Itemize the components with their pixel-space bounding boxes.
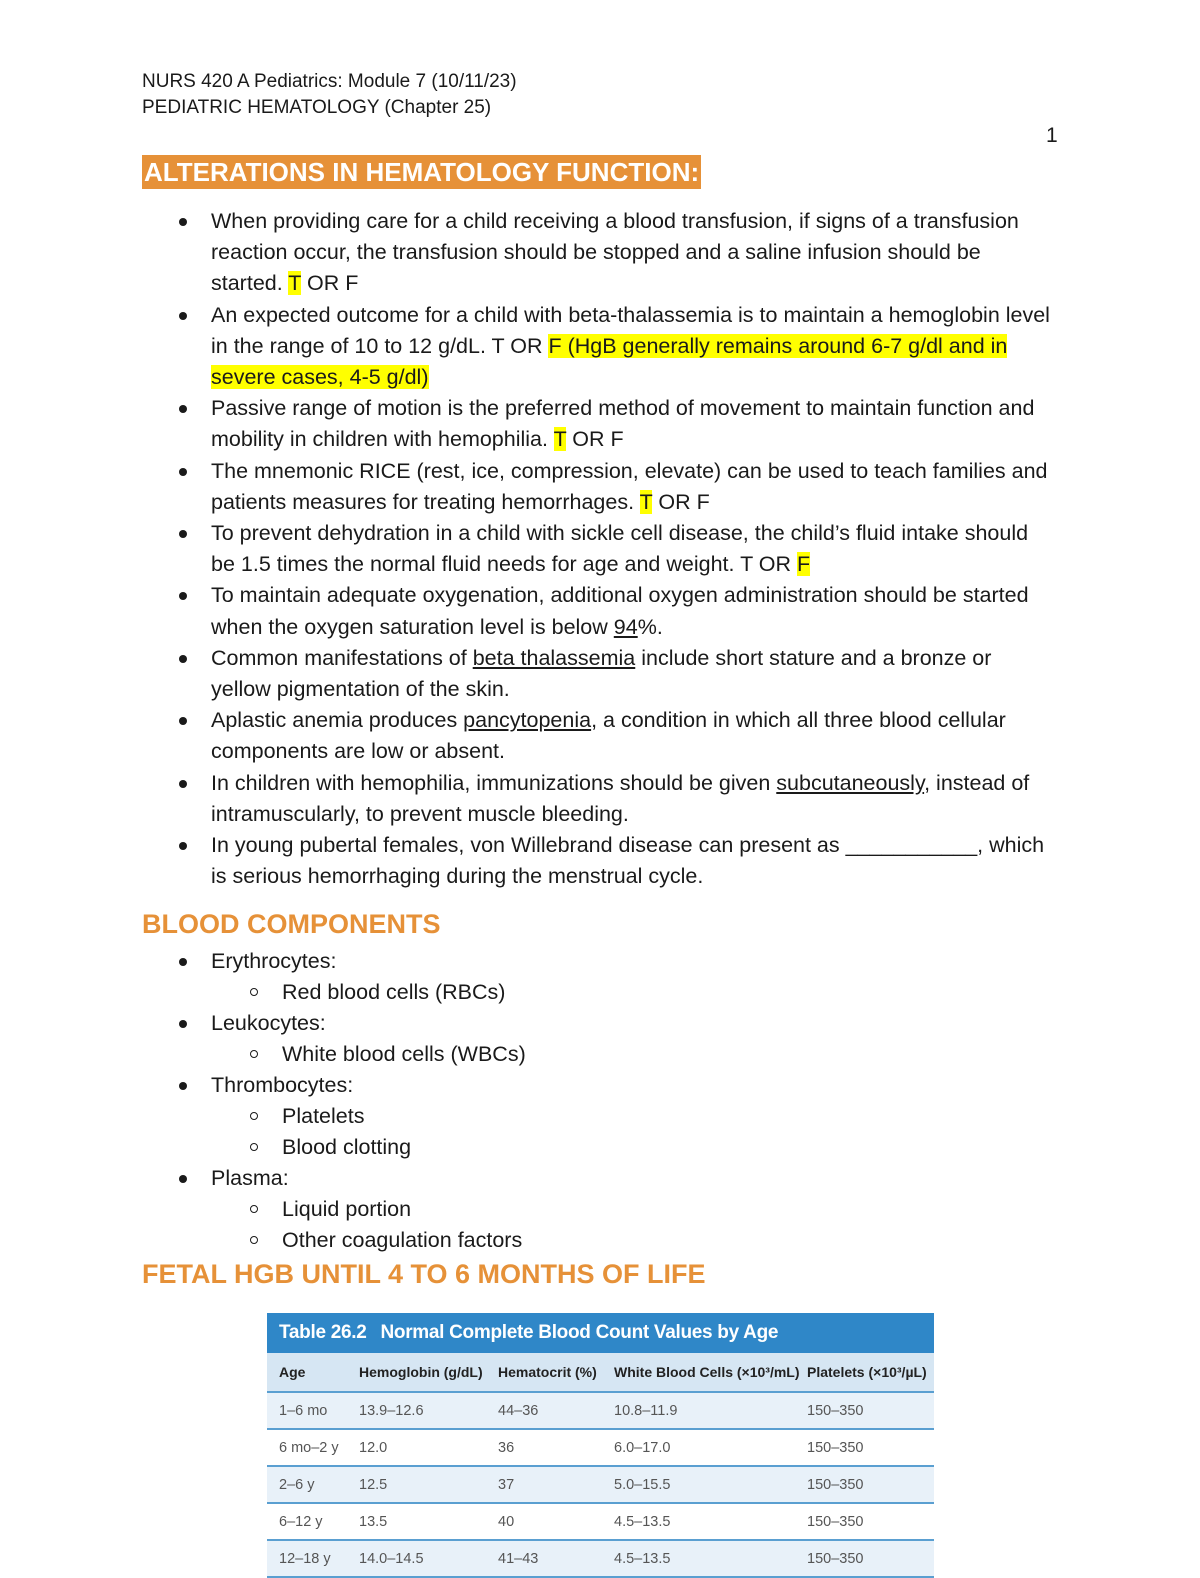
table-header-cell: Age: [279, 1364, 306, 1380]
table-cell: 150–350: [807, 1513, 864, 1530]
list-item: [142, 768, 1052, 830]
list-item: [142, 705, 1052, 767]
table-row: [267, 1430, 934, 1467]
item-text: Aplastic anemia produces: [211, 708, 464, 733]
item-text-end: , a condition in which all three blood cellular components are low or absent.: [211, 708, 1006, 764]
blood-components-list: [142, 946, 1042, 1256]
item-text-end: %.: [637, 614, 663, 639]
list-item: [142, 946, 1042, 977]
table-cell: 14.0–14.5: [359, 1550, 424, 1567]
table-cell: 150–350: [807, 1550, 864, 1567]
highlighted-answer: T: [639, 489, 653, 514]
list-item: [142, 580, 1052, 642]
item-text: When providing care for a child receiving a blood transfusion, if signs of a transfusion reaction occur, the transfusion should be stopped and a saline infusion should be started.: [211, 209, 1019, 296]
item-text: An expected outcome for a child with beta-thalassemia is to maintain a hemoglobin level in the range of 10 to 12 g/dL. T OR: [211, 302, 1050, 358]
table-cell: 6 mo–2 y: [279, 1439, 339, 1456]
bullet-icon: [179, 1082, 187, 1090]
component-label: Plasma:: [211, 1166, 289, 1190]
table-cell: 150–350: [807, 1439, 864, 1456]
hollow-bullet-icon: [250, 1205, 258, 1213]
highlighted-answer: F: [797, 552, 811, 577]
sub-list-item: [142, 977, 1042, 1008]
item-text-end: OR F: [652, 489, 710, 514]
sub-item-text: Liquid portion: [282, 1197, 412, 1221]
highlighted-answer: F (HgB generally remains around 6-7 g/dl and in severe cases, 4-5 g/dl): [211, 333, 1008, 390]
bullet-icon: [179, 405, 187, 413]
table-cell: 1–6 mo: [279, 1402, 328, 1419]
underlined-answer: 94: [613, 614, 638, 639]
hollow-bullet-icon: [250, 1143, 258, 1151]
hollow-bullet-icon: [250, 1050, 258, 1058]
bullet-icon: [179, 655, 187, 663]
header-chapter: PEDIATRIC HEMATOLOGY (Chapter 25): [142, 97, 492, 118]
list-item: [142, 1008, 1042, 1039]
list-item: [142, 1163, 1042, 1194]
table-number: Table 26.2: [279, 1322, 367, 1343]
list-item: [142, 300, 1052, 394]
table-cell: 13.5: [359, 1513, 388, 1530]
table-cell: 150–350: [807, 1476, 864, 1493]
sub-item-text: White blood cells (WBCs): [282, 1042, 526, 1066]
alterations-list: [142, 206, 1052, 892]
table-cell: 36: [498, 1439, 515, 1456]
section-title-blood-components: BLOOD COMPONENTS: [142, 909, 441, 939]
sub-list-item: [142, 1101, 1042, 1132]
bullet-icon: [179, 312, 187, 320]
table-cell: 12–18 y: [279, 1550, 331, 1567]
table-cell: 12.0: [359, 1439, 388, 1456]
item-text-end: , instead of intramuscularly, to prevent muscle bleeding.: [211, 770, 1030, 826]
section-title-fetal-hgb: FETAL HGB UNTIL 4 TO 6 MONTHS OF LIFE: [142, 1259, 706, 1289]
list-item: [142, 830, 1052, 892]
cbc-table: [267, 1313, 934, 1567]
table-cell: 6–12 y: [279, 1513, 323, 1530]
list-item: [142, 518, 1052, 580]
sub-list-item: [142, 1039, 1042, 1070]
item-text-end: OR F: [301, 271, 359, 296]
table-header-cell: Hemoglobin (g/dL): [359, 1364, 483, 1380]
list-item: [142, 393, 1052, 455]
table-caption: [267, 1313, 934, 1353]
bullet-icon: [179, 592, 187, 600]
component-label: Erythrocytes:: [211, 949, 337, 973]
item-text: To maintain adequate oxygenation, additional oxygen administration should be started when the oxygen saturation level is below: [211, 583, 1029, 639]
table-row: [267, 1393, 934, 1430]
sub-list-item: [142, 1194, 1042, 1225]
underlined-answer: beta thalassemia: [472, 645, 636, 670]
list-item: [142, 206, 1052, 300]
hollow-bullet-icon: [250, 988, 258, 996]
table-row: [267, 1504, 934, 1541]
bullet-icon: [179, 218, 187, 226]
table-cell: 40: [498, 1513, 515, 1530]
table-cell: 150–350: [807, 1402, 864, 1419]
table-cell: 41–43: [498, 1550, 539, 1567]
sub-item-text: Other coagulation factors: [282, 1228, 523, 1252]
item-text-end: OR F: [566, 427, 624, 452]
bullet-icon: [179, 958, 187, 966]
list-item: [142, 1070, 1042, 1101]
table-cell: 5.0–15.5: [614, 1476, 671, 1493]
bullet-icon: [179, 1020, 187, 1028]
table-cell: 13.9–12.6: [359, 1402, 424, 1419]
component-label: Thrombocytes:: [211, 1073, 354, 1097]
list-item: [142, 456, 1052, 518]
table-header-cell: Platelets (×10³/µL): [807, 1364, 927, 1380]
hollow-bullet-icon: [250, 1112, 258, 1120]
table-cell: 44–36: [498, 1402, 539, 1419]
hollow-bullet-icon: [250, 1236, 258, 1244]
table-cell: 37: [498, 1476, 515, 1493]
sub-list-item: [142, 1225, 1042, 1256]
bullet-icon: [179, 842, 187, 850]
sub-item-text: Red blood cells (RBCs): [282, 980, 506, 1004]
table-cell: 2–6 y: [279, 1476, 315, 1493]
highlighted-answer: T: [288, 271, 302, 296]
underlined-answer: pancytopenia: [463, 708, 592, 733]
table-cell: 10.8–11.9: [614, 1402, 678, 1419]
bullet-icon: [179, 717, 187, 725]
sub-item-text: Blood clotting: [282, 1135, 412, 1159]
item-text: In children with hemophilia, immunizations should be given: [211, 770, 777, 795]
table-row: [267, 1467, 934, 1504]
table-title: Normal Complete Blood Count Values by Age: [380, 1322, 779, 1343]
bullet-icon: [179, 780, 187, 788]
underlined-answer: subcutaneously: [776, 770, 925, 795]
table-cell: 4.5–13.5: [614, 1513, 671, 1530]
highlighted-answer: T: [553, 427, 567, 452]
table-cell: 12.5: [359, 1476, 388, 1493]
table-cell: 4.5–13.5: [614, 1550, 671, 1567]
item-text: Passive range of motion is the preferred method of movement to maintain function and mobility in children with hemophilia.: [211, 396, 1035, 452]
table-cell: 6.0–17.0: [614, 1439, 671, 1456]
item-text-end: include short stature and a bronze or yellow pigmentation of the skin.: [211, 645, 992, 702]
table-header-cell: Hematocrit (%): [498, 1364, 597, 1380]
table-header-cell: White Blood Cells (×10³/mL): [614, 1364, 800, 1380]
bullet-icon: [179, 530, 187, 538]
item-text: The mnemonic RICE (rest, ice, compression, elevate) can be used to teach families and patients measures for treating hemorrhages.: [211, 458, 1048, 514]
sub-item-text: Platelets: [282, 1104, 365, 1128]
item-text: Common manifestations of: [211, 645, 473, 670]
bullet-icon: [179, 1175, 187, 1183]
component-label: Leukocytes:: [211, 1011, 326, 1035]
item-text: To prevent dehydration in a child with sickle cell disease, the child’s fluid intake should be 1.5 times the normal fluid needs for age and weight. T OR: [211, 521, 1029, 577]
bullet-icon: [179, 468, 187, 476]
table-row: [267, 1541, 934, 1578]
item-text: In young pubertal females, von Willebrand disease can present as ___________, which is serious hemorrhaging during the menstrual cycle.: [211, 833, 1045, 889]
sub-list-item: [142, 1132, 1042, 1163]
list-item: [142, 643, 1052, 705]
page-number: 1: [1046, 124, 1058, 147]
header-course: NURS 420 A Pediatrics: Module 7 (10/11/23): [142, 71, 517, 92]
section-title-alterations: ALTERATIONS IN HEMATOLOGY FUNCTION:: [144, 157, 700, 187]
table-header-row: [267, 1353, 934, 1393]
